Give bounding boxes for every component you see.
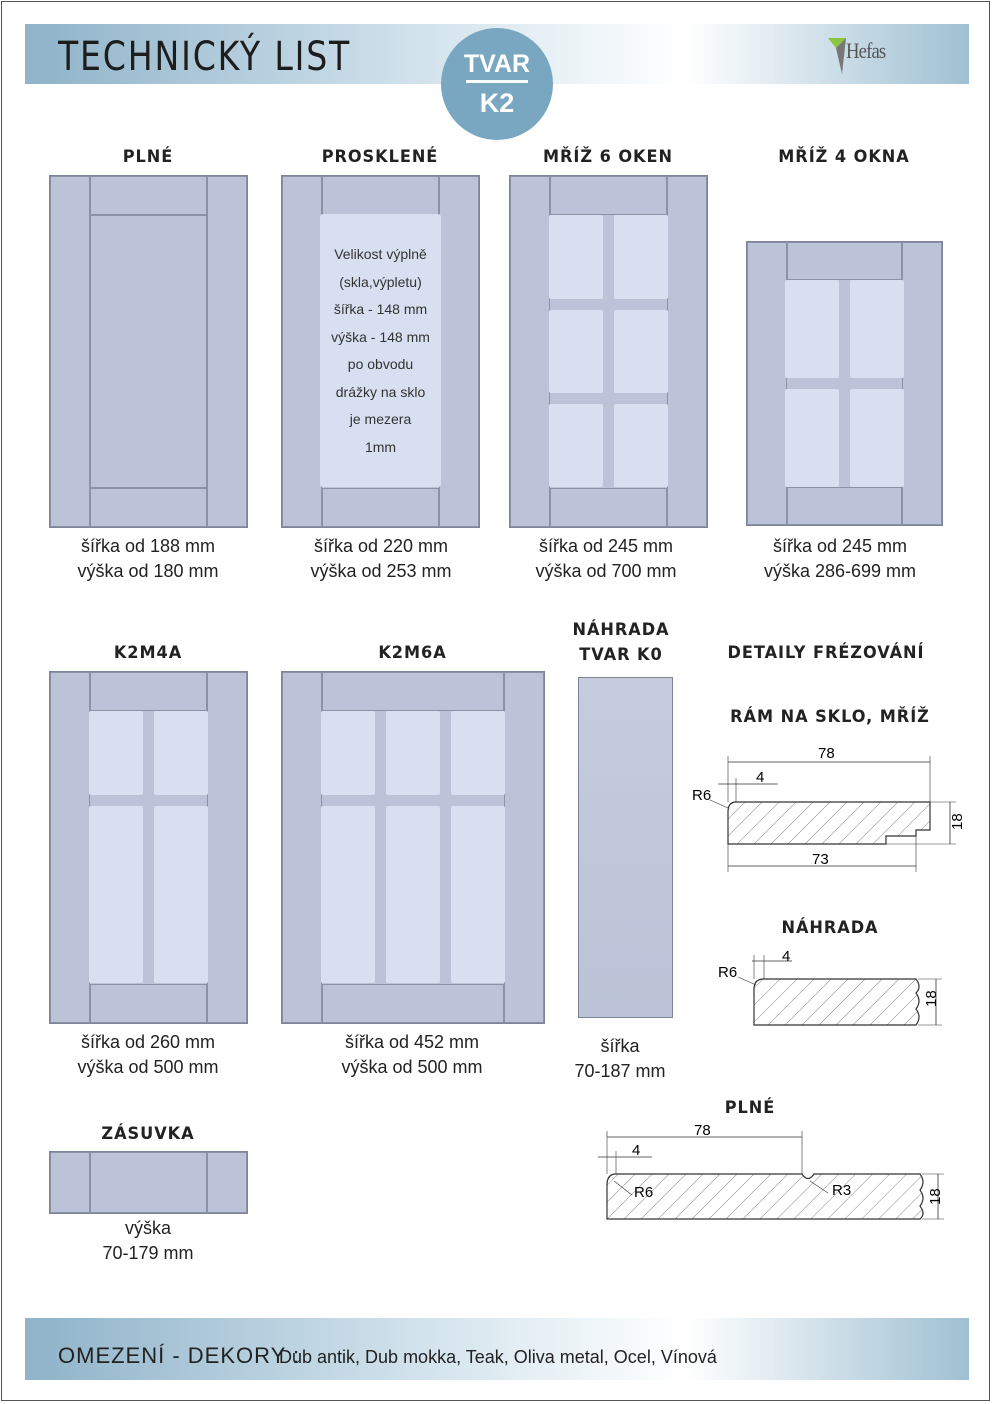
profile-nahrada-drawing	[712, 945, 962, 1035]
dim-label: 18	[923, 990, 940, 1007]
door-k2m4a	[49, 671, 248, 1024]
dims-mriz6	[496, 534, 716, 584]
door-mriz6	[509, 175, 708, 528]
heading-plne: PLNÉ	[122, 147, 174, 167]
company-logo	[826, 34, 906, 76]
dim-height: výška od 500 mm	[341, 1057, 483, 1077]
dims-prosklene	[271, 534, 491, 584]
note-line: drážky na sklo	[335, 383, 426, 400]
door-k2m6a	[281, 671, 545, 1024]
dim-label: 18	[949, 813, 966, 830]
heading-k2m4a: K2M4A	[113, 643, 183, 663]
dims-nahrada	[560, 1034, 680, 1084]
heading-zasuvka: ZÁSUVKA	[101, 1124, 195, 1144]
badge-line1: TVAR	[463, 50, 531, 78]
dim-height: výška od 500 mm	[77, 1057, 219, 1077]
dims-k2m6a	[302, 1030, 522, 1080]
logo-name: Hefas	[846, 38, 886, 63]
dim-label: 4	[782, 948, 791, 965]
badge-line2: K2	[479, 88, 515, 118]
profile-ram-drawing	[688, 740, 968, 880]
door-nahrada	[578, 677, 673, 1018]
dim-label: R3	[832, 1182, 852, 1199]
dim-label: 78	[694, 1122, 711, 1139]
dim-width: šířka od 245 mm	[772, 536, 908, 556]
dim-height: výška od 700 mm	[535, 561, 677, 581]
note-line: Velikost výplně	[334, 246, 427, 262]
dim-width: 70-187 mm	[574, 1061, 666, 1081]
dim-height: výška 286-699 mm	[763, 561, 917, 581]
glass-size-note	[320, 214, 441, 487]
dim-label: 4	[756, 769, 765, 786]
dim-width: šířka od 452 mm	[344, 1032, 480, 1052]
dim-label: 4	[632, 1142, 641, 1159]
note-line: šířka - 148 mm	[333, 301, 428, 317]
heading-prosklene: PROSKLENÉ	[321, 147, 439, 167]
profile-plne-drawing	[592, 1115, 952, 1225]
dim-width: šířka od 245 mm	[538, 536, 674, 556]
note-line: 1mm	[364, 438, 397, 455]
note-line: (skla,výpletu)	[339, 273, 422, 290]
note-line: je mezera	[349, 411, 412, 427]
dims-k2m4a	[38, 1030, 258, 1080]
note-line: výška - 148 mm	[331, 328, 430, 345]
dim-width: šířka od 220 mm	[313, 536, 449, 556]
dim-label: 78	[818, 745, 835, 762]
door-zasuvka	[49, 1151, 248, 1214]
door-plne	[49, 175, 248, 528]
heading-line: NÁHRADA	[572, 620, 670, 640]
heading-nahrada-detail: NÁHRADA	[781, 918, 879, 938]
dim-label: R6	[718, 964, 738, 981]
dim-label: R6	[634, 1184, 654, 1201]
heading-k2m6a: K2M6A	[378, 643, 447, 663]
dim-label: 73	[812, 851, 829, 868]
dim-label: R6	[692, 787, 712, 804]
heading-plne-detail: PLNÉ	[724, 1098, 776, 1118]
dim-height: výška od 253 mm	[310, 561, 452, 581]
badge-divider	[466, 80, 528, 83]
dim-height: výška	[124, 1218, 171, 1238]
heading-mriz4: MŘÍŽ 4 OKNA	[778, 147, 910, 167]
footer-decor-list: Dub antik, Dub mokka, Teak, Oliva metal, Ocel, Vínová	[279, 1347, 717, 1367]
heading-nahrada	[564, 618, 678, 668]
dims-plne	[38, 534, 258, 584]
dim-height: výška od 180 mm	[77, 561, 219, 581]
note-line: po obvodu	[347, 356, 414, 372]
heading-ram: RÁM NA SKLO, MŘÍŽ	[730, 707, 930, 727]
heading-details: DETAILY FRÉZOVÁNÍ	[727, 643, 925, 663]
document-title: TECHNICKÝ LIST	[58, 34, 352, 80]
dim-width: šířka	[600, 1036, 640, 1056]
dim-height: 70-179 mm	[102, 1243, 194, 1263]
dims-mriz4	[730, 534, 950, 584]
door-mriz4	[746, 241, 943, 526]
heading-mriz6: MŘÍŽ 6 OKEN	[543, 147, 673, 167]
heading-line: TVAR K0	[579, 645, 663, 665]
dim-width: šířka od 188 mm	[80, 536, 216, 556]
shape-badge	[441, 28, 553, 140]
dim-width: šířka od 260 mm	[80, 1032, 216, 1052]
dim-label: 18	[927, 1188, 944, 1205]
dims-zasuvka	[38, 1216, 258, 1266]
footer-label: OMEZENÍ - DEKORY :	[58, 1343, 301, 1368]
